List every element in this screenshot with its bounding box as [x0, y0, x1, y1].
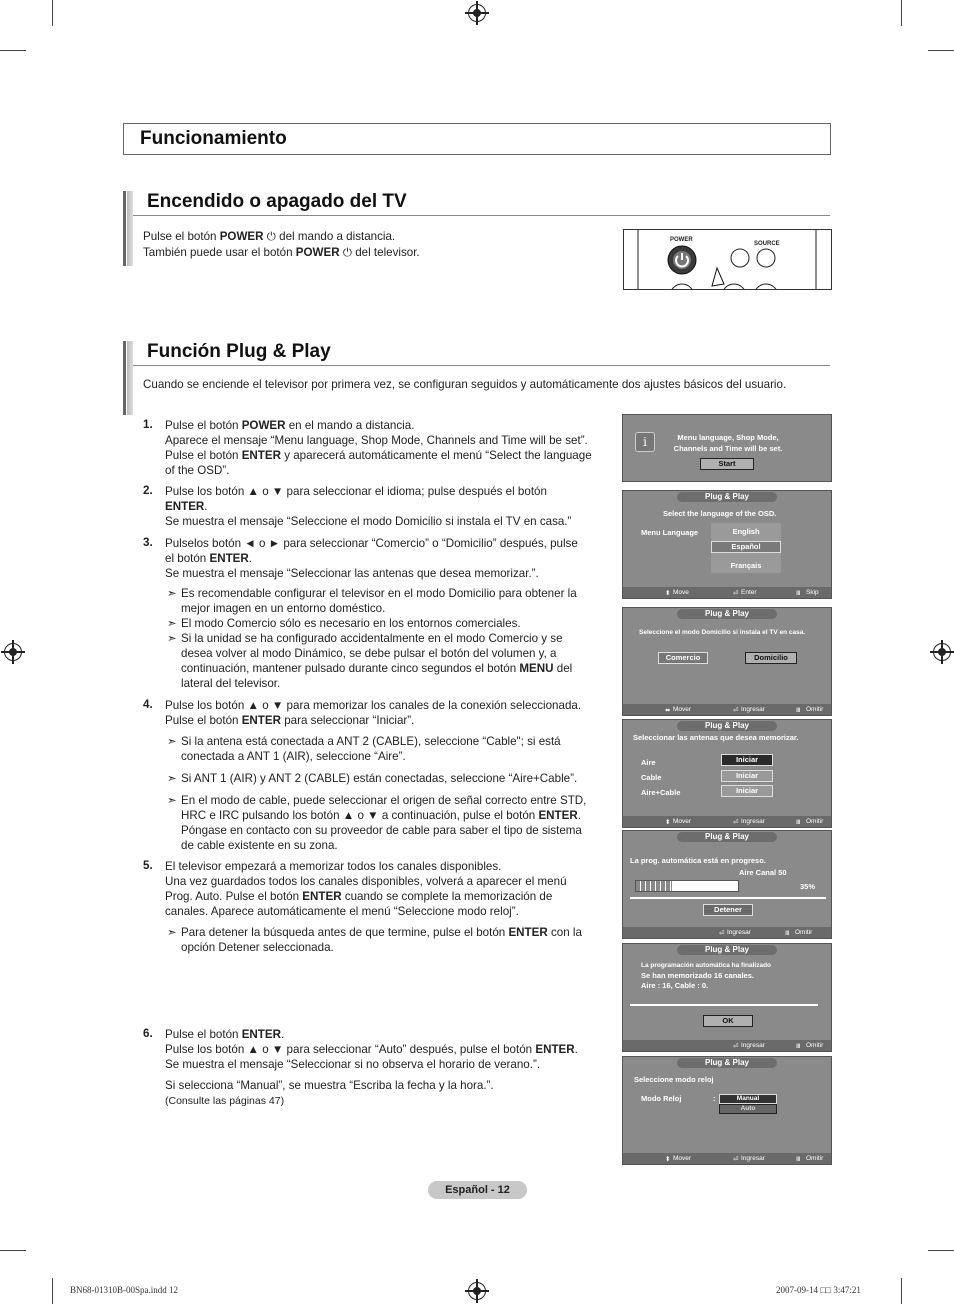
divider	[630, 897, 826, 899]
power-symbol-icon: ⏻	[266, 230, 276, 243]
footer-file: BN68-01310B-00Spa.indd 12	[70, 1285, 178, 1295]
note-arrow-icon: ➣	[167, 587, 177, 600]
note-item: ➣ Si la unidad se ha configurado accidentalmente en el modo Comercio y se desea volver al modo Dinámico, se debe pulsar el botón del volumen y, a continuación, mantener pulsado durante cinco segundos el botón MENU del lateral del televisor.	[167, 632, 573, 690]
note-item: ➣ En el modo de cable, puede seleccionar el origen de señal correcto entre STD, HRC e IRC pulsando los botón ▲ o ▼ a continuación, pulse el botón ENTER. Póngase en contacto con su proveedor de cable para saber el tipo de sistema de cable existente en su zona.	[167, 794, 587, 852]
enter-icon: ⏎	[733, 1156, 739, 1163]
ok-button[interactable]: OK	[703, 1015, 753, 1027]
note-arrow-icon: ➣	[167, 772, 177, 785]
osd-footer: ⬍ Mover ⏎ Ingresar Ⅲ Omitir	[623, 816, 831, 827]
osd-title: Plug & Play	[677, 721, 777, 731]
move-icon: ⬍	[665, 819, 671, 826]
clock-mode-colon: :	[713, 1094, 716, 1103]
note-arrow-icon: ➣	[167, 794, 177, 807]
osd-footer: ⬍ Mover ⏎ Ingresar Ⅲ Omitir	[623, 1153, 831, 1164]
osd-screen-start	[622, 414, 832, 482]
language-option-selected[interactable]: Español	[711, 541, 781, 553]
osd-screen-mode	[622, 607, 832, 716]
start-button[interactable]: Start	[700, 458, 754, 470]
plug-play-intro: Cuando se enciende el televisor por primera vez, se configuran seguidos y automáticamente dos ajustes básicos del usuario.	[143, 378, 787, 391]
step-number: 2.	[143, 484, 153, 497]
section-rule	[133, 365, 830, 366]
section-title-plug-play: Función Plug & Play	[147, 341, 331, 362]
section-bar	[123, 191, 133, 266]
move-icon: ⬍	[665, 1156, 671, 1163]
move-icon: ⬍	[665, 590, 671, 597]
note-arrow-icon: ➣	[167, 617, 177, 630]
note-item: ➣ Si la antena está conectada a ANT 2 (CABLE), seleccione “Cable"; si está conectada a ANT 1 (AIR), seleccione “Aire”.	[167, 735, 561, 763]
skip-icon: Ⅲ	[796, 819, 801, 826]
note-item: ➣ Para detener la búsqueda antes de que termine, pulse el botón ENTER con la opción Detener seleccionada.	[167, 926, 582, 954]
comercio-button[interactable]: Comercio	[658, 652, 708, 664]
remote-power-label: POWER	[670, 237, 693, 243]
step-number: 4.	[143, 698, 153, 711]
enter-icon: ⏎	[719, 930, 725, 937]
crop-mark	[0, 1250, 26, 1251]
power-instruction-2: También puede usar el botón POWER ⏻ del televisor.	[143, 246, 420, 259]
language-option[interactable]: Français	[730, 561, 762, 570]
step-4-text: Pulse los botón ▲ o ▼ para memorizar los canales de la conexión seleccionada. Pulse el botón ENTER para seleccionar “Iniciar”.	[165, 699, 582, 727]
step-number: 3.	[143, 536, 153, 549]
iniciar-button[interactable]: Iniciar	[721, 754, 773, 766]
enter-icon: ⏎	[733, 819, 739, 826]
footer-date: 2007-09-14 □□ 3:47:21	[776, 1285, 861, 1295]
skip-icon: Ⅲ	[796, 590, 801, 597]
step-number: 1.	[143, 418, 153, 431]
osd-message: La programación automática ha finalizado	[641, 962, 772, 969]
skip-icon: Ⅲ	[785, 930, 790, 937]
osd-title: Plug & Play	[677, 945, 777, 955]
osd-title: Plug & Play	[677, 492, 777, 502]
crop-mark	[52, 0, 53, 26]
registration-mark-icon	[468, 4, 486, 22]
language-option[interactable]: English	[732, 527, 760, 536]
skip-icon: Ⅲ	[796, 707, 801, 714]
crop-mark	[901, 0, 902, 26]
osd-footer: ⏎ Ingresar Ⅲ Omitir	[623, 927, 831, 938]
osd-message: Aire : 16, Cable : 0.	[641, 981, 709, 990]
clock-option-auto[interactable]: Auto	[719, 1104, 777, 1114]
remote-illustration	[623, 229, 832, 290]
step-number: 6.	[143, 1027, 153, 1040]
remote-source-label: SOURCE	[754, 241, 780, 247]
chapter-title: Funcionamiento	[140, 128, 287, 149]
step-6-reference: (Consulte las páginas 47)	[165, 1095, 285, 1107]
osd-message: Se han memorizado 16 canales.	[641, 971, 754, 980]
skip-icon: Ⅲ	[796, 1156, 801, 1163]
osd-title: Plug & Play	[677, 609, 777, 619]
note-arrow-icon: ➣	[167, 926, 177, 939]
section-rule	[133, 215, 830, 216]
clock-option-manual[interactable]: Manual	[719, 1094, 777, 1104]
osd-screen-clock	[622, 1056, 832, 1165]
osd-screen-language	[622, 490, 832, 599]
crop-mark	[928, 50, 954, 51]
domicilio-button[interactable]: Domicilio	[745, 652, 797, 664]
divider	[630, 1004, 818, 1006]
menu-language-label: Menu Language	[641, 528, 699, 537]
progress-percent: 35%	[800, 882, 816, 891]
skip-icon: Ⅲ	[796, 1043, 801, 1050]
note-arrow-icon: ➣	[167, 632, 177, 645]
antenna-label: Aire+Cable	[641, 788, 681, 797]
osd-message: Menu language, Shop Mode,	[677, 433, 779, 442]
progress-fill	[636, 881, 672, 891]
antenna-label: Aire	[641, 758, 656, 767]
step-1-text: Pulse el botón POWER en el mando a distancia. Aparece el mensaje “Menu language, Shop Mode, Channels and Time will be set”. Pulse el botón ENTER y aparecerá automáticamente el menú “Select the language of the OSD”.	[165, 419, 592, 477]
osd-message: Channels and Time will be set.	[673, 444, 783, 453]
channel-readout: Aire Canal 50	[739, 868, 787, 877]
note-item: ➣ El modo Comercio sólo es necesario en los entornos comerciales.	[167, 617, 521, 630]
info-icon: i	[635, 432, 655, 452]
antenna-label: Cable	[641, 773, 662, 782]
move-icon: ⬌	[665, 707, 671, 714]
step-number: 5.	[143, 859, 153, 872]
osd-subtitle: Seleccionar las antenas que desea memorizar.	[633, 733, 799, 742]
crop-mark	[52, 1278, 53, 1304]
detener-button[interactable]: Detener	[703, 904, 753, 916]
osd-subtitle: La prog. automática está en progreso.	[630, 856, 766, 865]
osd-screen-antenna	[622, 719, 832, 828]
step-6-text: Pulse el botón ENTER. Pulse los botón ▲ o ▼ para seleccionar “Auto” después, pulse el botón ENTER. Se muestra el mensaje “Seleccionar si no observa el horario de verano.”. Si selecciona “Manual”, se muestra “Escriba la fecha y la hora.”.	[165, 1028, 578, 1092]
iniciar-button[interactable]: Iniciar	[721, 770, 773, 782]
registration-mark-icon	[4, 643, 22, 661]
osd-title: Plug & Play	[677, 1058, 777, 1068]
crop-mark	[901, 1278, 902, 1304]
iniciar-button[interactable]: Iniciar	[721, 785, 773, 797]
section-title-power: Encendido o apagado del TV	[147, 191, 407, 212]
note-item: ➣ Es recomendable configurar el televisor en el modo Domicilio para obtener la mejor imagen en un entorno doméstico.	[167, 587, 577, 615]
crop-mark	[0, 50, 26, 51]
page-number: Español - 12	[428, 1181, 527, 1199]
registration-mark-icon	[468, 1282, 486, 1300]
osd-subtitle: Seleccione el modo Domicilio si instala el TV en casa.	[639, 629, 806, 636]
osd-footer: ⬌ Mover ⏎ Ingresar Ⅲ Omitir	[623, 704, 831, 715]
enter-icon: ⏎	[733, 707, 739, 714]
osd-screen-progress	[622, 830, 832, 939]
section-bar	[123, 341, 133, 415]
crop-mark	[928, 1250, 954, 1251]
registration-mark-icon	[933, 643, 951, 661]
power-instruction-1: Pulse el botón POWER ⏻ del mando a distancia.	[143, 230, 396, 243]
step-3-text: Pulselos botón ◄ o ► para seleccionar “Comercio” o “Domicilio” después, pulse el botón ENTER. Se muestra el mensaje “Seleccionar las antenas que desea memorizar.”.	[165, 537, 578, 580]
osd-subtitle: Select the language of the OSD.	[663, 509, 777, 518]
enter-icon: ⏎	[733, 590, 739, 597]
osd-title: Plug & Play	[677, 832, 777, 842]
osd-subtitle: Seleccione modo reloj	[634, 1075, 714, 1084]
remote-control-icon	[624, 230, 831, 289]
note-item: ➣ Si ANT 1 (AIR) y ANT 2 (CABLE) están conectadas, seleccione “Aire+Cable”.	[167, 772, 578, 785]
note-arrow-icon: ➣	[167, 735, 177, 748]
chapter-header	[123, 123, 831, 155]
clock-mode-label: Modo Reloj	[641, 1094, 682, 1103]
osd-footer: ⏎ Ingresar Ⅲ Omitir	[623, 1040, 831, 1051]
step-5-text: El televisor empezará a memorizar todos los canales disponibles. Una vez guardados todos los canales disponibles, volverá a aparecer el menú Prog. Auto. Pulse el botón ENTER cuando se complete la memorización de canales. Aparece automáticamente el menú “Seleccione modo reloj”.	[165, 860, 567, 918]
step-2-text: Pulse los botón ▲ o ▼ para seleccionar el idioma; pulse después el botón ENTER. Se muestra el mensaje “Seleccione el modo Domicilio si instala el TV en casa.”	[165, 485, 572, 528]
osd-footer: ⬍ Move ⏎ Enter Ⅲ Skip	[623, 587, 831, 598]
power-symbol-icon: ⏻	[342, 246, 352, 259]
enter-icon: ⏎	[733, 1043, 739, 1050]
osd-screen-finished	[622, 943, 832, 1052]
progress-bar	[635, 880, 739, 892]
